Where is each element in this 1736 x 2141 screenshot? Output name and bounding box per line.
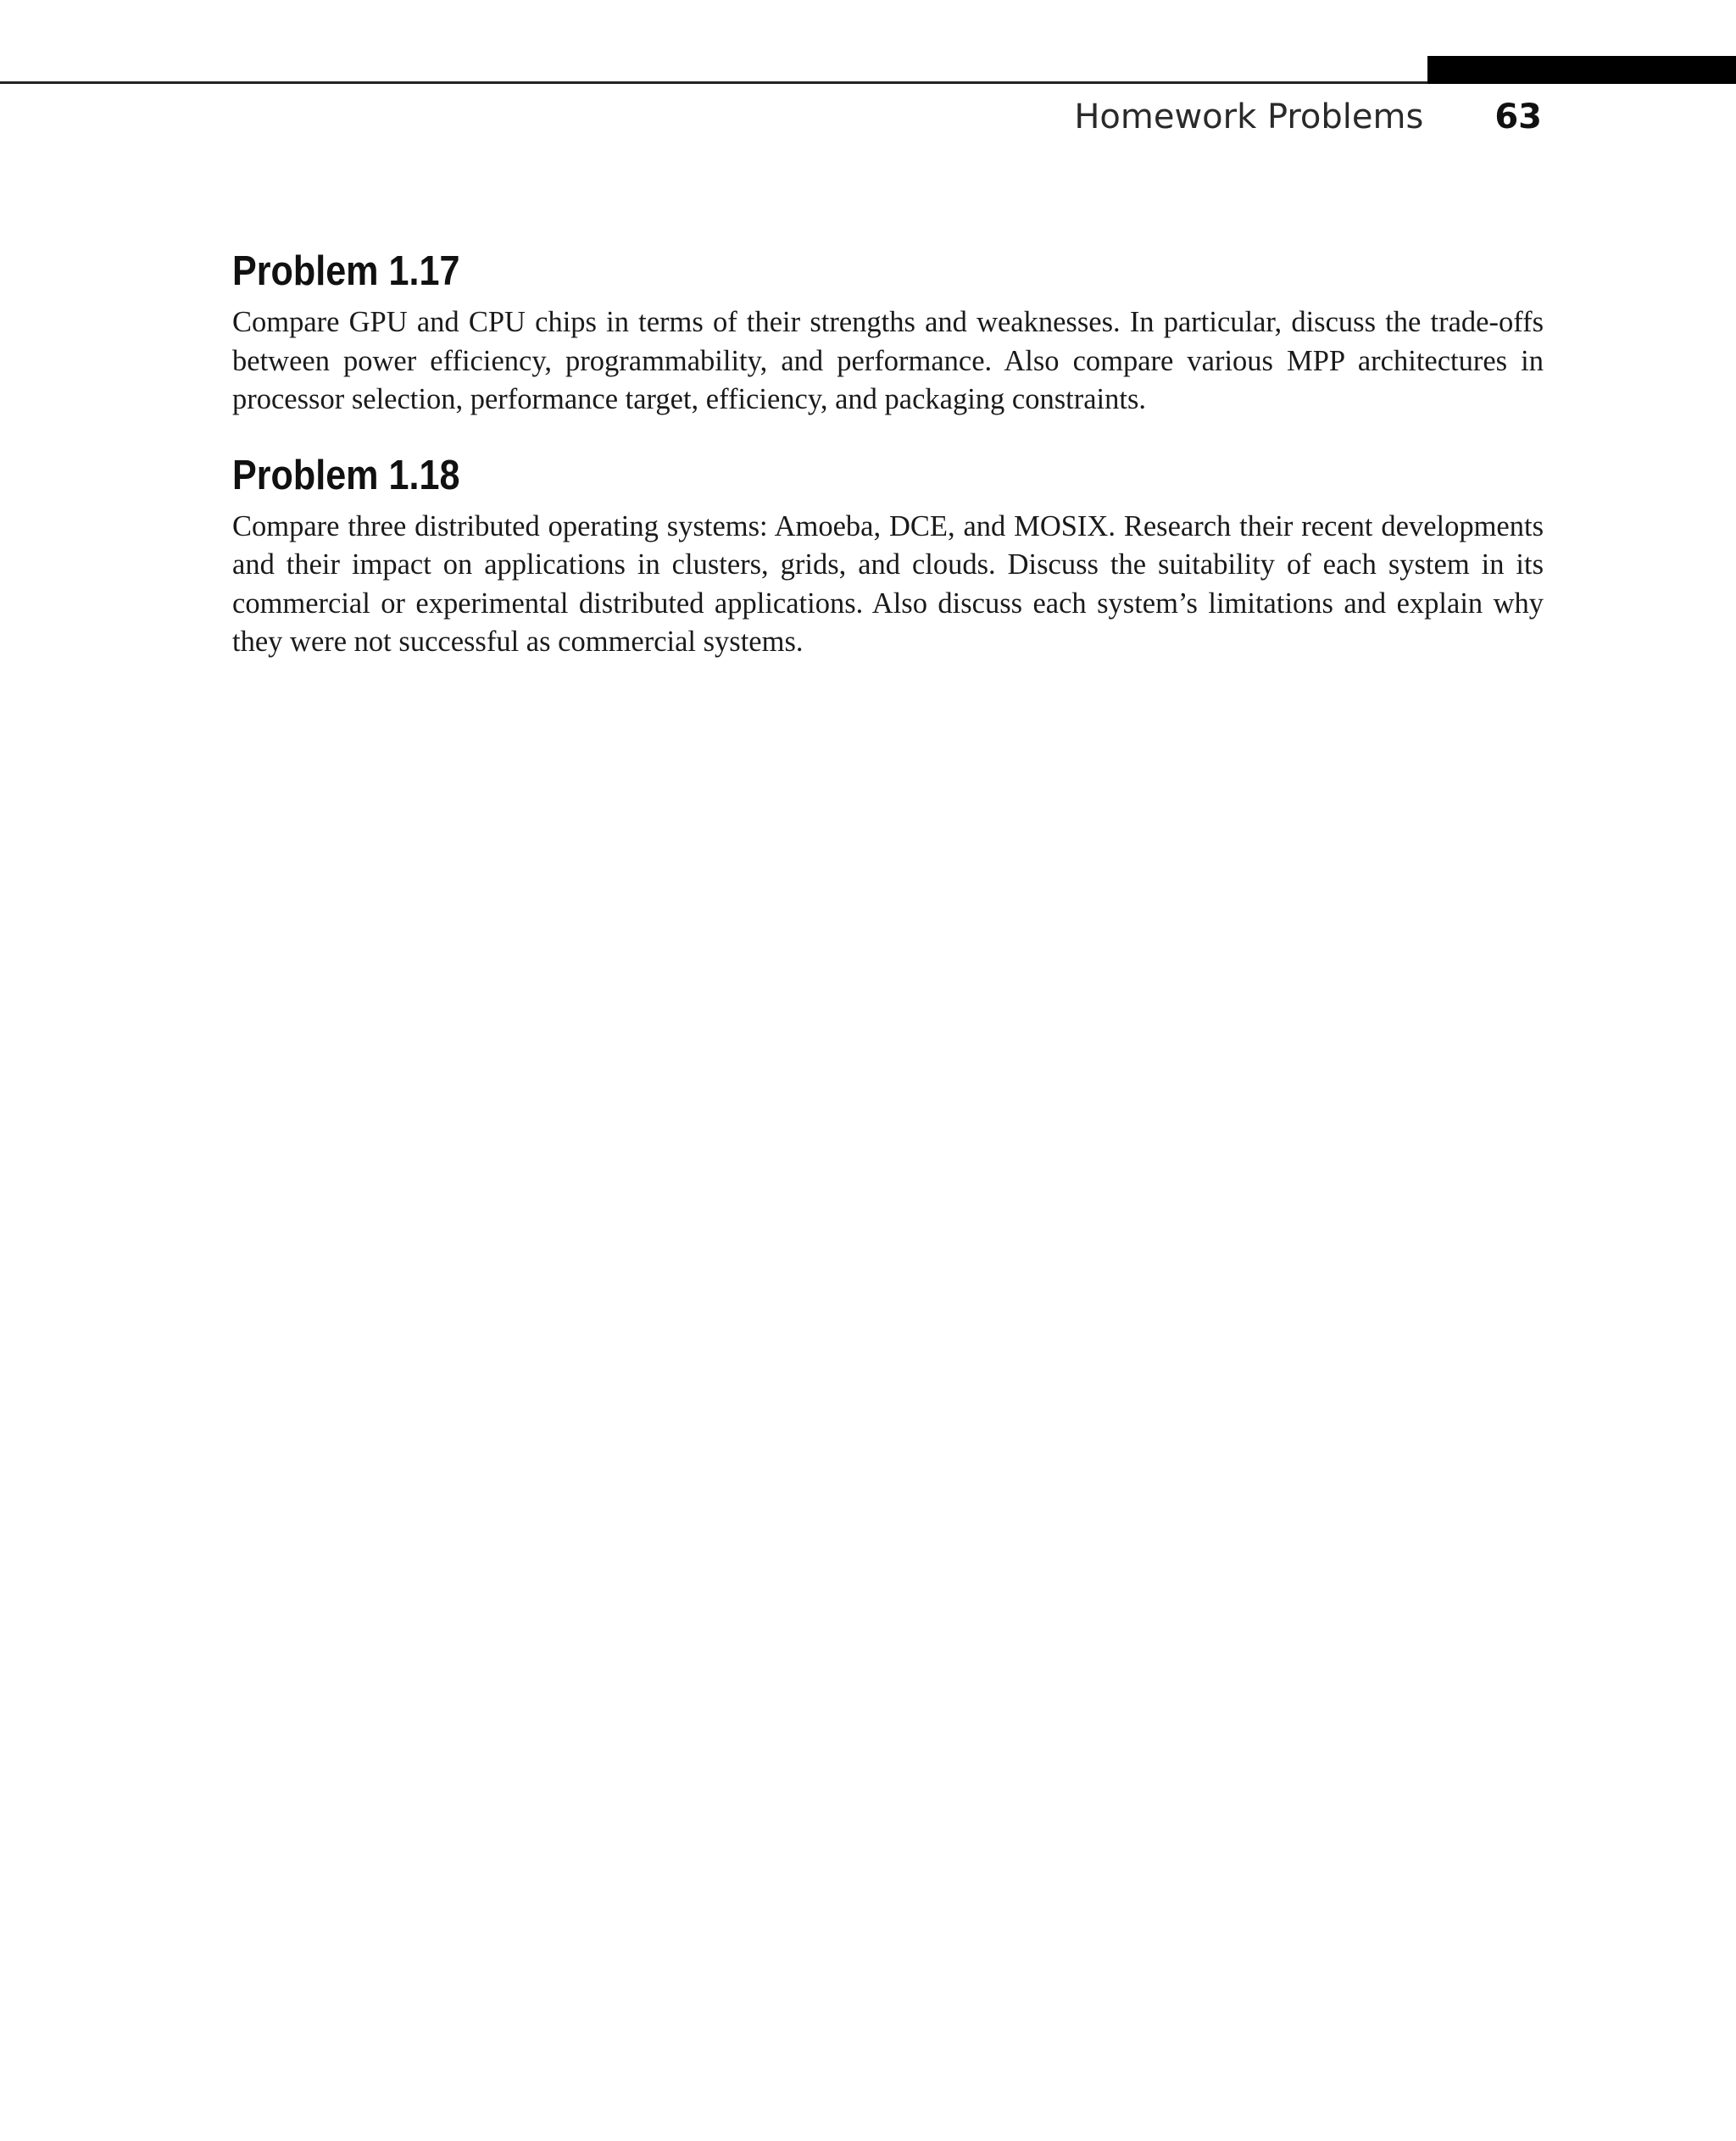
page-number: 63 — [1494, 97, 1542, 136]
running-title: Homework Problems — [1074, 97, 1424, 136]
problem-text: Compare three distributed operating systems: Amoeba, DCE, and MOSIX. Research their recent developments and their impact on applications in clusters, grids, and clouds. Discuss the suitability of each system in its commercial or experimental distributed applications. Also discuss each system’s limitations and explain why they were not successful as commercial systems. — [232, 509, 1544, 658]
page-content — [232, 244, 1544, 691]
problem-1-17 — [232, 244, 1544, 420]
header-thumb-tab — [1427, 56, 1736, 84]
problem-1-18 — [232, 448, 1544, 662]
problem-heading: Problem 1.18 — [232, 452, 460, 498]
problem-text: Compare GPU and CPU chips in terms of their strengths and weaknesses. In particular, discuss the trade-offs between power efficiency, programmability, and performance. Also compare various MPP architectures in processor selection, performance target, efficiency, and packaging constraints. — [232, 306, 1544, 415]
running-header — [1074, 92, 1542, 142]
problem-heading: Problem 1.17 — [232, 248, 460, 294]
